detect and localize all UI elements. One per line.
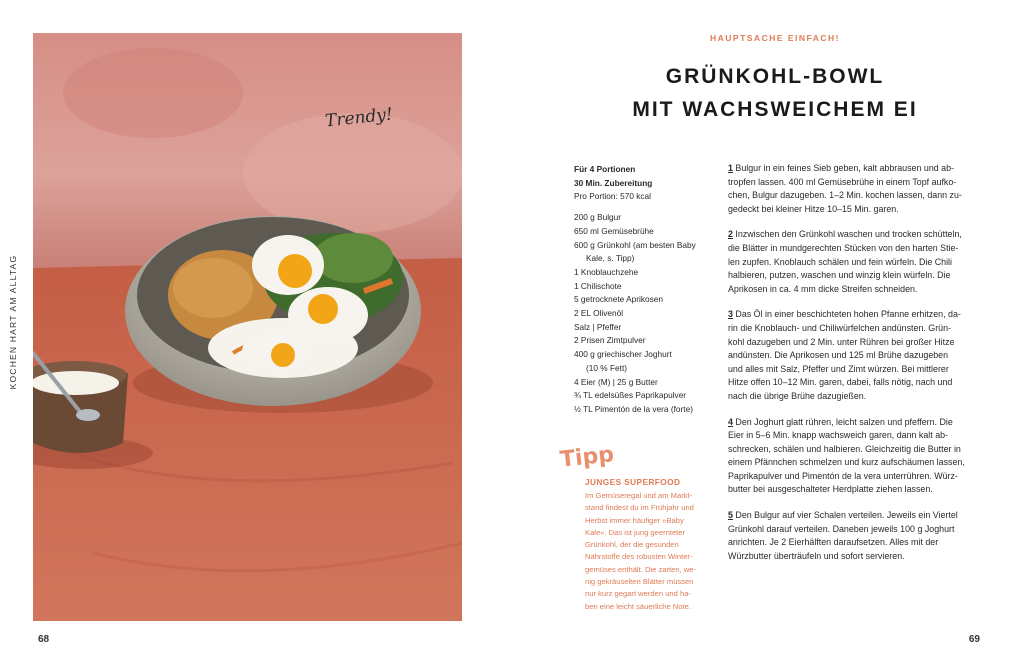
title-line: GRÜNKOHL-BOWL xyxy=(665,65,885,88)
ingredient-item: 400 g griechischer Joghurt xyxy=(574,349,672,360)
ingredient-item: 5 getrocknete Aprikosen xyxy=(574,294,664,305)
step-line: schrecken, schälen und halbieren. Gleichzeitig die Butter in xyxy=(728,443,961,454)
handwritten-note: Trendy! xyxy=(324,104,394,132)
tipp-label: Tipp xyxy=(558,442,616,473)
right-page-number: 69 xyxy=(968,634,980,645)
step-line: Grünkohl darauf verteilen. Daneben jeweils 100 g Joghurt xyxy=(728,523,955,534)
tipp-line: nig gekräuselten Blätter müssen xyxy=(585,577,694,587)
left-page-number: 68 xyxy=(38,634,50,645)
recipe-photo xyxy=(33,33,462,621)
step-line: chen, Bulgur dazugeben. 1–2 Min. kochen lassen, dann zu- xyxy=(728,190,962,201)
ingredient-item: 4 Eier (M) | 25 g Butter xyxy=(574,376,658,387)
tipp-line: Nährstoffe des robusten Winter- xyxy=(585,552,693,562)
photo-illustration xyxy=(33,33,462,621)
ingredients-column xyxy=(574,163,714,417)
step-line: tropfen lassen. 400 ml Gemüsebrühe in einem Topf aufko- xyxy=(728,176,957,187)
step-line: Bulgur in ein feines Sieb geben, kalt abbrausen und ab- xyxy=(735,163,954,173)
tipp-title: JUNGES SUPERFOOD xyxy=(585,477,681,487)
ingredient-item: (10 % Fett) xyxy=(586,362,628,373)
step-5 xyxy=(728,509,974,563)
ingredient-item: ¾ TL edelsüßes Paprikapulver xyxy=(574,390,687,401)
step-number: 3 xyxy=(728,309,733,320)
tipp-line: Im Gemüseregal und am Markt- xyxy=(585,491,693,500)
step-line: Den Joghurt glatt rühren, leicht salzen und pfeffern. Die xyxy=(735,416,953,427)
step-number: 5 xyxy=(728,510,733,521)
ingredient-item: 650 ml Gemüsebrühe xyxy=(574,225,654,236)
step-line: und alles mit Salz, Pfeffer und Zimt würzen. Bei mittlerer xyxy=(728,363,949,374)
step-line: kohl dazugeben und 2 Min. unter Rühren bei großer Hitze xyxy=(728,336,955,347)
step-line: nach die übrige Brühe dazugießen. xyxy=(728,390,867,401)
step-line: Hitze offen 10–12 Min. garen, dabei, falls nötig, nach und xyxy=(728,377,953,388)
tipp-line: Herbst immer häufiger »Baby xyxy=(585,515,684,525)
ingredient-item: 1 Chilischote xyxy=(574,280,622,291)
recipe-title xyxy=(580,60,970,126)
step-line: Würzbutter überträufeln und sofort servieren. xyxy=(728,550,905,561)
ingredient-item: 2 Prisen Zimtpulver xyxy=(574,335,646,346)
prep-time: 30 Min. Zubereitung xyxy=(574,177,653,188)
tipp-line: Grünkohl, der die gesunden xyxy=(585,540,679,550)
step-line: Das Öl in einer beschichteten hohen Pfanne erhitzen, da- xyxy=(735,309,961,320)
step-3 xyxy=(728,308,974,403)
step-line: Paprikapulver und Pimentón de la vera unterrühren. Würz- xyxy=(728,470,958,481)
step-line: andünsten. Die Aprikosen und 125 ml Brühe dazugeben xyxy=(728,350,949,361)
ingredient-item: 2 EL Olivenöl xyxy=(574,308,624,319)
step-line: halbieren, putzen, waschen und winzig klein würfeln. Die xyxy=(728,270,951,281)
step-line: len zupfen. Knoblauch schälen und fein würfeln. Die Chili xyxy=(728,256,952,267)
running-head-vertical xyxy=(6,254,20,390)
step-line: gedeckt bei kleiner Hitze 10–15 Min. garen. xyxy=(728,203,899,214)
tipp-body xyxy=(585,490,700,613)
step-number: 2 xyxy=(728,229,733,240)
ingredient-item: 600 g Grünkohl (am besten Baby xyxy=(574,239,696,250)
tipp-line: stand findest du im Frühjahr und xyxy=(585,503,694,513)
tipp-line: gemüses enthält. Die zarten, we- xyxy=(585,564,697,574)
step-line: Inzwischen den Grünkohl waschen und trocken schütteln, xyxy=(735,229,962,240)
tipp-line: ben eine leicht säuerliche Note. xyxy=(585,601,691,611)
tipp-line: Kale«. Das ist jung geernteter xyxy=(585,527,686,537)
title-line: MIT WACHSWEICHEM EI xyxy=(632,98,918,121)
step-line: Den Bulgur auf vier Schalen verteilen. Jeweils ein Viertel xyxy=(735,510,958,521)
step-line: butter bei ausgeschalteter Herdplatte ziehen lassen. xyxy=(728,484,933,495)
step-number: 4 xyxy=(728,416,733,427)
step-4 xyxy=(728,416,974,498)
method-steps xyxy=(728,162,974,575)
ingredient-item: Kale, s. Tipp) xyxy=(586,253,635,264)
tipp-line: nur kurz gegart werden und ha- xyxy=(585,589,691,599)
ingredient-item: 1 Knoblauchzehe xyxy=(574,266,639,277)
servings: Für 4 Portionen xyxy=(574,164,636,174)
running-head-text: KOCHEN HART AM ALLTAG xyxy=(8,254,18,390)
step-line: die Blätter in mundgerechten Stücken von den harten Stie- xyxy=(728,242,959,253)
calories: Pro Portion: 570 kcal xyxy=(574,191,652,202)
step-line: anrichten. Je 2 Eierhälften daraufsetzen. Alles mit der xyxy=(728,537,939,548)
step-line: rin die Knoblauch- und Chiliwürfelchen andünsten. Grün- xyxy=(728,322,951,333)
step-line: einem Pfännchen schmelzen und kurz aufschäumen lassen, xyxy=(728,457,965,468)
kicker: HAUPTSACHE EINFACH! xyxy=(709,33,841,43)
step-line: Eier in 5–6 Min. knapp wachsweich garen, dann kalt ab- xyxy=(728,430,949,441)
step-line: Aprikosen in ca. 4 mm dicke Streifen schneiden. xyxy=(728,283,918,294)
ingredient-item: ½ TL Pimentón de la vera (forte) xyxy=(574,403,693,414)
ingredient-item: Salz | Pfeffer xyxy=(574,321,622,332)
step-number: 1 xyxy=(728,163,733,173)
ingredient-item: 200 g Bulgur xyxy=(574,212,622,223)
step-1 xyxy=(728,162,974,216)
step-2 xyxy=(728,228,974,296)
